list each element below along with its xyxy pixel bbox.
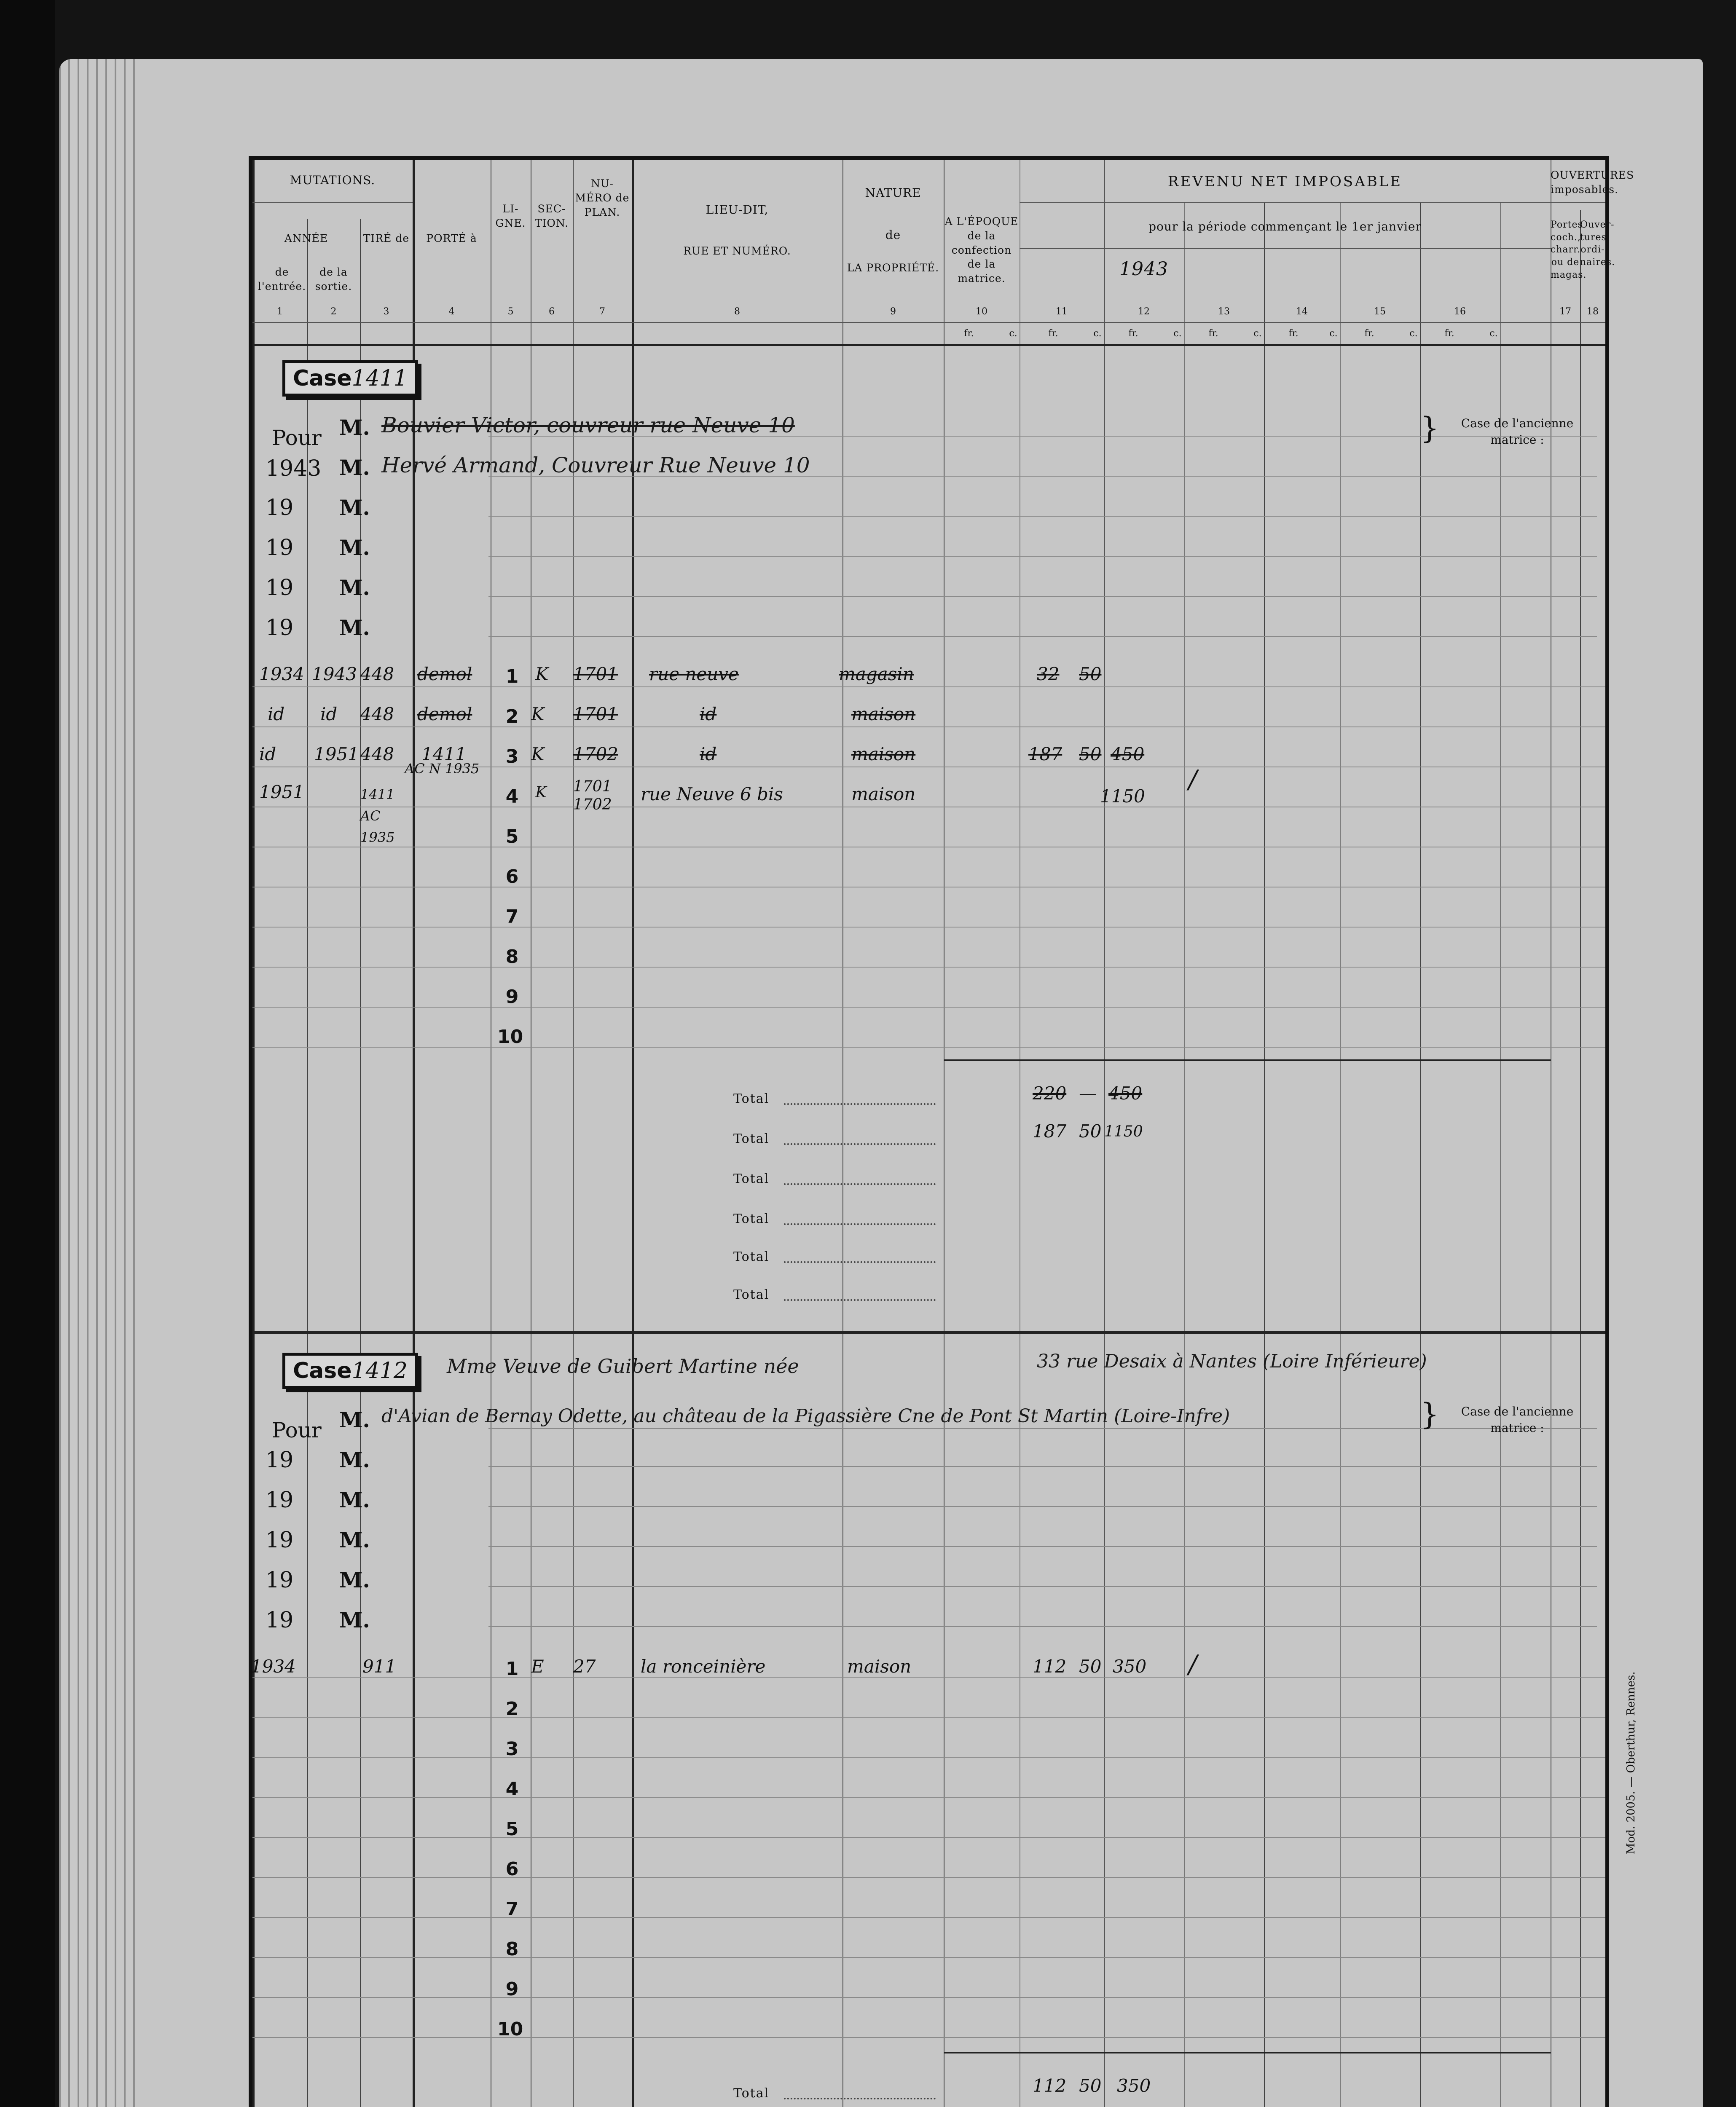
line-number: 6 bbox=[505, 866, 519, 887]
header-rue: RUE ET NUMÉRO. bbox=[683, 245, 791, 257]
col-num-14: 14 bbox=[1296, 306, 1308, 317]
header-section: SEC- TION. bbox=[534, 203, 569, 229]
header-entree: de l'entrée. bbox=[258, 266, 306, 292]
line-number: 7 bbox=[505, 1898, 519, 1920]
total-dots bbox=[784, 2098, 936, 2099]
header-revenu: REVENU NET IMPOSABLE bbox=[1167, 173, 1403, 190]
line-number: 2 bbox=[505, 706, 519, 727]
row-rev11: 32 bbox=[1037, 664, 1060, 684]
row-section: K bbox=[535, 784, 547, 801]
row-section: K bbox=[535, 664, 549, 684]
col-num-13: 13 bbox=[1218, 306, 1230, 317]
total-dots bbox=[784, 1261, 936, 1263]
header-sortie: de la sortie. bbox=[315, 266, 352, 292]
row-entree: 1934 bbox=[251, 1656, 296, 1677]
row-plan: 1701 bbox=[573, 664, 618, 684]
row-porte: 1411 bbox=[421, 744, 467, 764]
pour-label: Pour bbox=[272, 426, 322, 450]
fr-label: fr. bbox=[1288, 328, 1299, 339]
c-label: c. bbox=[1009, 328, 1017, 339]
owner-line-1: Mme Veuve de Guibert Martine née bbox=[447, 1355, 799, 1378]
m-label: M. bbox=[339, 615, 370, 640]
printer-imprint: Mod. 2005. — Oberthur, Rennes. bbox=[1625, 1671, 1637, 1854]
row-entree: id bbox=[259, 744, 276, 764]
total-11c: 50 bbox=[1079, 2075, 1102, 2096]
owner-year: 19 bbox=[266, 615, 294, 641]
row-tire: 1411 AC 1935 bbox=[360, 786, 395, 846]
row-entree: 1951 bbox=[259, 782, 304, 802]
row-plan: 27 bbox=[573, 1656, 596, 1677]
owner-year: 19 bbox=[266, 1528, 294, 1553]
col-num-3: 3 bbox=[383, 306, 389, 317]
fr-label: fr. bbox=[1128, 328, 1138, 339]
case-number: 1412 bbox=[351, 1358, 408, 1383]
header-porte: PORTÉ à bbox=[426, 232, 477, 244]
col-num-5: 5 bbox=[507, 306, 514, 317]
row-section: K bbox=[531, 704, 545, 724]
m-label: M. bbox=[339, 1568, 370, 1592]
owner-year: 19 bbox=[266, 495, 294, 520]
row-entree: 1934 bbox=[259, 664, 304, 684]
total-dots bbox=[784, 1223, 936, 1225]
owner-year: 19 bbox=[266, 535, 294, 560]
line-number: 10 bbox=[497, 1026, 523, 1048]
col-num-2: 2 bbox=[330, 306, 337, 317]
m-label: M. bbox=[339, 575, 370, 600]
line-number: 7 bbox=[505, 906, 519, 928]
fr-label: fr. bbox=[1208, 328, 1218, 339]
case-label-text: Case bbox=[293, 1358, 352, 1383]
owner-year: 19 bbox=[266, 1568, 294, 1593]
line-number: 8 bbox=[505, 1938, 519, 1960]
total-11c: 50 bbox=[1079, 1121, 1102, 1142]
line-number: 9 bbox=[505, 1978, 519, 2000]
header-epoque: A L'ÉPOQUE de la confection de la matrice. bbox=[944, 215, 1019, 284]
row-sortie: id bbox=[320, 704, 338, 724]
line-number: 9 bbox=[505, 986, 519, 1008]
fr-label: fr. bbox=[1444, 328, 1454, 339]
total-label: Total bbox=[733, 1287, 770, 1302]
fr-label: fr. bbox=[1364, 328, 1374, 339]
col-num-6: 6 bbox=[549, 306, 555, 317]
header-plan: NU- MÉRO de PLAN. bbox=[575, 177, 630, 218]
line-number: 3 bbox=[505, 1738, 519, 1760]
case-number: 1411 bbox=[351, 366, 408, 391]
row-porte: AC N 1935 bbox=[405, 761, 480, 777]
total-label: Total bbox=[733, 1091, 770, 1106]
brace: } bbox=[1420, 411, 1439, 445]
total-11: 220 bbox=[1033, 1083, 1067, 1104]
total-12: 350 bbox=[1117, 2075, 1151, 2096]
case-label-1411 bbox=[282, 360, 418, 397]
total-label: Total bbox=[733, 1212, 770, 1226]
header-ouvertures-ord: Ouver- tures ordi- naires. bbox=[1580, 220, 1615, 268]
line-number: 1 bbox=[505, 1658, 519, 1680]
row-rev11: 187 bbox=[1028, 744, 1063, 764]
total-11c: — bbox=[1079, 1083, 1097, 1104]
header-lieu-dit: LIEU-DIT, bbox=[706, 203, 769, 217]
col-num-11: 11 bbox=[1056, 306, 1068, 317]
tick-mark: / bbox=[1189, 1650, 1197, 1679]
owner-year: 19 bbox=[266, 575, 294, 600]
line-number: 4 bbox=[505, 1778, 519, 1800]
total-11: 112 bbox=[1033, 2075, 1067, 2096]
header-ouvertures: OUVERTURES imposables. bbox=[1551, 169, 1634, 196]
total-12: 1150 bbox=[1104, 1123, 1143, 1140]
line-number: 8 bbox=[505, 946, 519, 968]
owner-year: 1943 bbox=[266, 456, 322, 481]
c-label: c. bbox=[1489, 328, 1498, 339]
line-number: 3 bbox=[505, 746, 519, 767]
total-dots bbox=[784, 1143, 936, 1145]
col-num-7: 7 bbox=[599, 306, 605, 317]
header-year-1943: 1943 bbox=[1119, 258, 1168, 280]
col-num-4: 4 bbox=[448, 306, 455, 317]
line-number: 4 bbox=[505, 786, 519, 807]
row-sortie: 1943 bbox=[312, 664, 357, 684]
owner-address: 33 rue Desaix à Nantes (Loire Inférieure) bbox=[1037, 1351, 1427, 1372]
header-portes: Portes coch., charr. ou de magas. bbox=[1551, 220, 1587, 280]
row-entree: id bbox=[268, 704, 285, 724]
header-propriete: LA PROPRIÉTÉ. bbox=[847, 262, 939, 274]
row-rev12: 350 bbox=[1113, 1656, 1147, 1677]
row-tire: 448 bbox=[360, 744, 394, 764]
header-ligne: LI- GNE. bbox=[495, 203, 526, 229]
m-label: M. bbox=[339, 535, 370, 560]
row-nature: maison bbox=[851, 704, 916, 724]
header-tire: TIRÉ de bbox=[363, 232, 410, 244]
col-num-15: 15 bbox=[1374, 306, 1386, 317]
col-num-9: 9 bbox=[890, 306, 896, 317]
header-nature-de: de bbox=[885, 228, 901, 242]
c-label: c. bbox=[1173, 328, 1182, 339]
header-mutations: MUTATIONS. bbox=[290, 173, 376, 187]
fr-label: fr. bbox=[964, 328, 974, 339]
ancienne-matrice-label: Case de l'ancienne matrice : bbox=[1461, 1405, 1574, 1435]
row-lieu: rue Neuve 6 bis bbox=[641, 784, 783, 804]
row-nature: maison bbox=[847, 1656, 912, 1677]
line-number: 5 bbox=[505, 1818, 519, 1840]
row-plan: 1702 bbox=[573, 744, 618, 764]
row-lieu: rue neuve bbox=[649, 664, 739, 684]
row-rev12: 1150 bbox=[1100, 786, 1145, 807]
row-rev11: 112 bbox=[1033, 1656, 1067, 1677]
c-label: c. bbox=[1253, 328, 1262, 339]
line-number: 10 bbox=[497, 2019, 523, 2040]
total-label: Total bbox=[733, 2086, 770, 2101]
header-annee: ANNÉE bbox=[284, 232, 328, 244]
c-label: c. bbox=[1409, 328, 1418, 339]
m-label: M. bbox=[339, 495, 370, 520]
m-label: M. bbox=[339, 455, 370, 480]
row-nature: maison bbox=[851, 744, 916, 764]
case-label-1412 bbox=[282, 1353, 418, 1389]
case-label-text: Case bbox=[293, 366, 352, 391]
ancienne-matrice-label: Case de l'ancienne matrice : bbox=[1461, 416, 1574, 447]
row-rev11c: 50 bbox=[1079, 664, 1102, 684]
row-rev11c: 50 bbox=[1079, 744, 1102, 764]
header-nature: NATURE bbox=[865, 186, 921, 200]
row-tire: 448 bbox=[360, 664, 394, 684]
brace: } bbox=[1420, 1397, 1439, 1431]
col-num-16: 16 bbox=[1454, 306, 1466, 317]
total-label: Total bbox=[733, 1171, 770, 1186]
col-num-17: 17 bbox=[1559, 306, 1571, 317]
row-section: E bbox=[531, 1656, 544, 1677]
col-num-18: 18 bbox=[1587, 306, 1599, 317]
m-label: M. bbox=[339, 1528, 370, 1552]
total-dots bbox=[784, 1299, 936, 1301]
row-plan: 1701 bbox=[573, 704, 618, 724]
row-tire: 448 bbox=[360, 704, 394, 724]
row-nature: magasin bbox=[839, 664, 914, 684]
owner-line-2: d'Avian de Bernay Odette, au château de la Pigassière Cne de Pont St Martin (Loire-Infre) bbox=[381, 1405, 1230, 1427]
owner-year: 19 bbox=[266, 1608, 294, 1633]
total-11: 187 bbox=[1033, 1121, 1067, 1142]
total-12: 450 bbox=[1108, 1083, 1143, 1104]
row-rev11c: 50 bbox=[1079, 1656, 1102, 1677]
line-number: 1 bbox=[505, 666, 519, 687]
tick-mark: / bbox=[1189, 765, 1197, 794]
col-num-1: 1 bbox=[277, 306, 283, 317]
total-label: Total bbox=[733, 1249, 770, 1264]
row-plan: 1701 1702 bbox=[573, 778, 612, 814]
book-spine bbox=[0, 0, 55, 2107]
row-rev12: 450 bbox=[1111, 744, 1145, 764]
pour-label: Pour bbox=[272, 1418, 322, 1442]
row-section: K bbox=[531, 744, 545, 764]
row-nature: maison bbox=[851, 784, 916, 804]
row-tire: 911 bbox=[362, 1656, 397, 1677]
owner-current: Hervé Armand, Couvreur Rue Neuve 10 bbox=[381, 453, 810, 477]
owner-year: 19 bbox=[266, 1488, 294, 1513]
m-label: M. bbox=[339, 415, 370, 440]
row-lieu: la ronceinière bbox=[641, 1656, 766, 1677]
fr-label: fr. bbox=[1048, 328, 1058, 339]
m-label: M. bbox=[339, 1407, 370, 1432]
m-label: M. bbox=[339, 1448, 370, 1472]
line-number: 2 bbox=[505, 1698, 519, 1720]
total-label: Total bbox=[733, 1131, 770, 1146]
line-number: 6 bbox=[505, 1858, 519, 1880]
m-label: M. bbox=[339, 1488, 370, 1512]
owner-struck: Bouvier Victor, couvreur rue Neuve 10 bbox=[381, 413, 795, 437]
row-porte: demol bbox=[417, 704, 472, 724]
row-sortie: 1951 bbox=[314, 744, 359, 764]
row-porte: demol bbox=[417, 664, 472, 684]
header-periode: pour la période commençant le 1er janvier bbox=[1148, 220, 1422, 233]
line-number: 5 bbox=[505, 826, 519, 847]
total-dots bbox=[784, 1183, 936, 1185]
col-num-8: 8 bbox=[734, 306, 740, 317]
c-label: c. bbox=[1093, 328, 1102, 339]
col-num-12: 12 bbox=[1138, 306, 1150, 317]
row-lieu: id bbox=[700, 704, 717, 724]
col-num-10: 10 bbox=[976, 306, 987, 317]
row-lieu: id bbox=[700, 744, 717, 764]
total-dots bbox=[784, 1103, 936, 1105]
owner-year: 19 bbox=[266, 1448, 294, 1473]
c-label: c. bbox=[1329, 328, 1338, 339]
m-label: M. bbox=[339, 1608, 370, 1633]
